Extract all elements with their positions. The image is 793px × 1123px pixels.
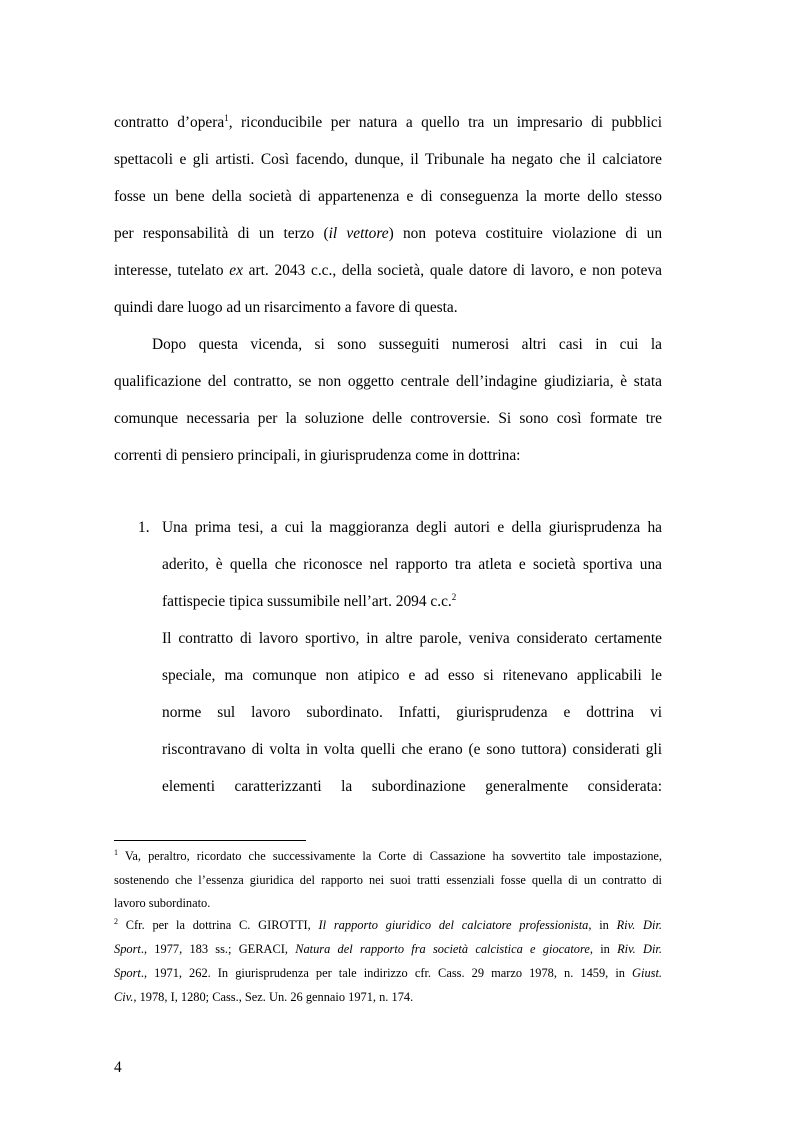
paragraph-1-line-6: quindi dare luogo ad un risarcimento a favore di questa.: [114, 299, 458, 316]
footnote-ref-1[interactable]: 1: [224, 113, 229, 123]
list-item-line-3: fattispecie tipica sussumibile nell’art. 2094 c.c.$^2$: [162, 592, 457, 610]
paragraph-2-line-2: qualificazione del contratto, se non oggetto centrale dell’indagine giudiziaria, è stata: [114, 373, 662, 390]
paragraph-2-line-4: correnti di pensiero principali, in giurisprudenza come in dottrina:: [114, 447, 521, 464]
paragraph-2-line-1: Dopo questa vicenda, si sono susseguiti numerosi altri casi in cui la: [152, 336, 662, 353]
footnote-2-line-3: Sport., 1971, 262. In giurisprudenza per tale indirizzo cfr. Cass. 29 marzo 1978, n. 1459, in Giust.: [114, 966, 662, 980]
page-number: 4: [114, 1059, 122, 1076]
paragraph-2-line-3: comunque necessaria per la soluzione delle controversie. Si sono così formate tre: [114, 410, 662, 427]
footnote-separator: [114, 840, 306, 841]
footnote-2-mark: 2: [114, 917, 118, 926]
list-item-number: 1.: [138, 519, 150, 536]
footnote-2-line-2: Sport., 1977, 183 ss.; GERACI, Natura del rapporto fra società calcistica e giocatore, in Riv. Dir.: [114, 942, 662, 956]
footnote-1-line-1: $^1$ Va, peraltro, ricordato che successivamente la Corte di Cassazione ha sovvertito tale impostazione,: [114, 848, 662, 863]
list-item-line-5: speciale, ma comunque non atipico e ad esso si ritenevano applicabili le: [162, 667, 662, 684]
paragraph-1-line-2: spettacoli e gli artisti. Così facendo, dunque, il Tribunale ha negato che il calciatore: [114, 151, 662, 168]
list-item-line-6: norme sul lavoro subordinato. Infatti, giurisprudenza e dottrina vi: [162, 704, 662, 721]
list-item-line-7: riscontravano di volta in volta quelli che erano (e sono tuttora) considerati gli: [162, 741, 662, 758]
list-item-line-1: Una prima tesi, a cui la maggioranza degli autori e della giurisprudenza ha: [162, 519, 662, 536]
footnote-ref-2[interactable]: 2: [451, 592, 457, 602]
footnote-1-line-3: lavoro subordinato.: [114, 896, 211, 910]
paragraph-1-line-3: fosse un bene della società di appartenenza e di conseguenza la morte dello stesso: [114, 188, 662, 205]
footnote-2-line-4: Civ., 1978, I, 1280; Cass., Sez. Un. 26 gennaio 1971, n. 174.: [114, 990, 414, 1004]
paragraph-1-line-1: contratto d’opera$^1$, riconducibile per natura a quello tra un impresario di pubblici: [114, 113, 662, 131]
footnote-1-mark: 1: [114, 848, 118, 857]
list-item-line-2: aderito, è quella che riconosce nel rapporto tra atleta e società sportiva una: [162, 556, 662, 573]
list-item-line-4: Il contratto di lavoro sportivo, in altre parole, veniva considerato certamente: [162, 630, 662, 647]
paragraph-1-line-4: per responsabilità di un terzo (il vettore) non poteva costituire violazione di un: [114, 225, 663, 242]
footnote-2-line-1: $^2$ Cfr. per la dottrina C. GIROTTI, Il rapporto giuridico del calciatore professionista, in Riv. Dir.: [114, 917, 662, 932]
footnote-1-line-2: sostenendo che l’essenza giuridica del rapporto nei suoi tratti essenziali fosse quella di un contratto di: [114, 873, 662, 887]
paragraph-1-line-5: interesse, tutelato ex art. 2043 c.c., della società, quale datore di lavoro, e non poteva: [114, 262, 663, 279]
list-item-line-8: elementi caratterizzanti la subordinazione generalmente considerata:: [162, 778, 662, 795]
